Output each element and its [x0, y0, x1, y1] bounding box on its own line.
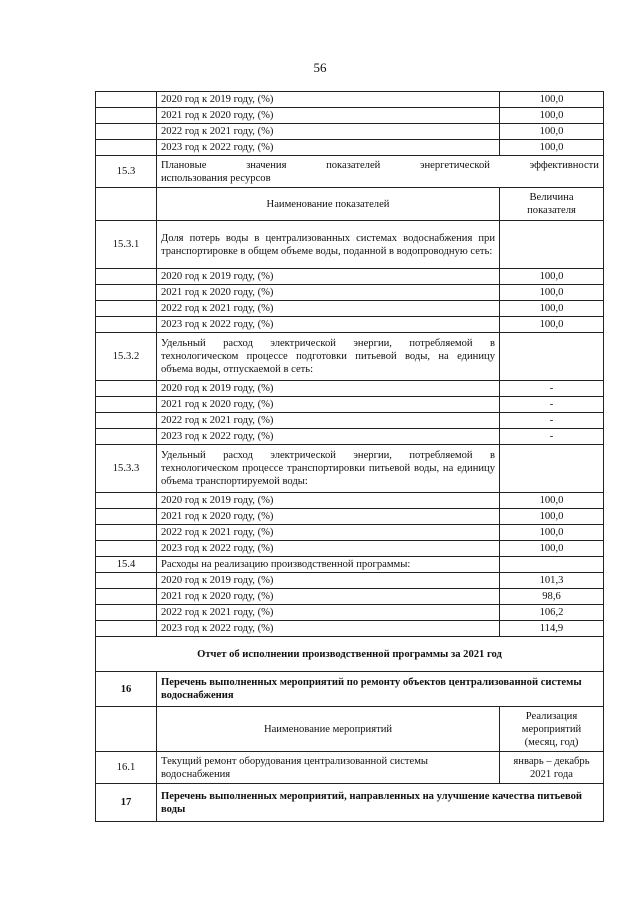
subsection-number: 15.3.2: [96, 333, 157, 381]
empty-value-cell: [500, 333, 604, 381]
indicator-value: 100,0: [500, 285, 604, 301]
subsection-number: 15.3.1: [96, 221, 157, 269]
indicator-value: 100,0: [500, 108, 604, 124]
indicator-label: 2022 год к 2021 году, (%): [157, 124, 500, 140]
number-cell: [96, 397, 157, 413]
indicator-label: 2022 год к 2021 году, (%): [157, 413, 500, 429]
indicator-value: 114,9: [500, 621, 604, 637]
empty-value-cell: [500, 557, 604, 573]
table-row: [96, 397, 604, 413]
indicator-value: -: [500, 413, 604, 429]
number-cell: [96, 124, 157, 140]
number-cell: [96, 285, 157, 301]
table-row: [96, 429, 604, 445]
subsection-text: Удельный расход электрической энергии, потребляемой в технологическом процессе подготовки питьевой воды, на единицу объема воды, отпускаемой в сеть:: [157, 333, 500, 381]
subsection-text: Расходы на реализацию производственной программы:: [157, 557, 500, 573]
table-row: [96, 493, 604, 509]
indicator-label: 2023 год к 2022 году, (%): [157, 140, 500, 156]
indicator-value: 100,0: [500, 301, 604, 317]
number-cell: [96, 413, 157, 429]
table-row: [96, 541, 604, 557]
table-row: [96, 285, 604, 301]
table-row: [96, 92, 604, 108]
table-row: [96, 589, 604, 605]
column-header-name: Наименование мероприятий: [157, 707, 500, 752]
implementation-period: январь – декабрь 2021 года: [500, 752, 604, 784]
column-header-row: [96, 188, 604, 221]
indicator-value: 100,0: [500, 317, 604, 333]
table-row: [96, 301, 604, 317]
number-cell: [96, 429, 157, 445]
section-header-row: [96, 672, 604, 707]
table-row: [96, 108, 604, 124]
subsection-text: Текущий ремонт оборудования централизованной системы водоснабжения: [157, 752, 500, 784]
indicator-value: 100,0: [500, 525, 604, 541]
document-table: [95, 91, 604, 822]
subsection-row: [96, 445, 604, 493]
indicator-value: -: [500, 397, 604, 413]
subsection-number: 16.1: [96, 752, 157, 784]
subsection-text: Доля потерь воды в централизованных системах водоснабжения при транспортировке в общем объеме воды, поданной в водопроводную сеть:: [157, 221, 500, 269]
indicator-value: 100,0: [500, 124, 604, 140]
indicator-value: 100,0: [500, 140, 604, 156]
indicator-label: 2021 год к 2020 году, (%): [157, 285, 500, 301]
table-row: [96, 413, 604, 429]
number-cell: [96, 108, 157, 124]
number-cell: [96, 317, 157, 333]
number-cell: [96, 605, 157, 621]
number-cell: [96, 707, 157, 752]
indicator-label: 2021 год к 2020 году, (%): [157, 509, 500, 525]
indicator-label: 2022 год к 2021 году, (%): [157, 605, 500, 621]
subsection-row: [96, 221, 604, 269]
section-title: Перечень выполненных мероприятий по ремонту объектов централизованной системы водоснабжения: [157, 672, 604, 707]
number-cell: [96, 509, 157, 525]
section-header-row: [96, 156, 604, 188]
number-cell: [96, 493, 157, 509]
table-row: [96, 140, 604, 156]
table-row: [96, 269, 604, 285]
indicator-value: 106,2: [500, 605, 604, 621]
column-header-row: [96, 707, 604, 752]
page-number: 56: [313, 60, 327, 75]
indicator-label: 2023 год к 2022 году, (%): [157, 621, 500, 637]
indicator-label: 2021 год к 2020 году, (%): [157, 589, 500, 605]
number-cell: [96, 621, 157, 637]
indicator-label: 2020 год к 2019 году, (%): [157, 493, 500, 509]
empty-value-cell: [500, 221, 604, 269]
number-cell: [96, 525, 157, 541]
indicator-label: 2020 год к 2019 году, (%): [157, 269, 500, 285]
number-cell: [96, 573, 157, 589]
indicator-value: 98,6: [500, 589, 604, 605]
indicator-label: 2021 год к 2020 году, (%): [157, 397, 500, 413]
number-cell: [96, 140, 157, 156]
section-header-row: [96, 784, 604, 822]
section-title: Плановые значения показателей энергетической эффективности использования ресурсов: [157, 156, 604, 188]
number-cell: [96, 541, 157, 557]
number-cell: [96, 269, 157, 285]
table-row: [96, 124, 604, 140]
indicator-value: 100,0: [500, 493, 604, 509]
empty-value-cell: [500, 445, 604, 493]
indicator-label: 2022 год к 2021 году, (%): [157, 301, 500, 317]
subsection-row: [96, 752, 604, 784]
indicator-value: 100,0: [500, 269, 604, 285]
subsection-row: [96, 557, 604, 573]
indicator-label: 2020 год к 2019 году, (%): [157, 92, 500, 108]
indicator-value: 101,3: [500, 573, 604, 589]
indicator-label: 2021 год к 2020 году, (%): [157, 108, 500, 124]
column-header-name: Наименование показателей: [157, 188, 500, 221]
table-row: [96, 621, 604, 637]
subsection-row: [96, 333, 604, 381]
section-number: 15.3: [96, 156, 157, 188]
number-cell: [96, 301, 157, 317]
number-cell: [96, 589, 157, 605]
table-row: [96, 381, 604, 397]
column-header-value: Реализация мероприятий (месяц, год): [500, 707, 604, 752]
section-number: 16: [96, 672, 157, 707]
indicator-label: 2020 год к 2019 году, (%): [157, 573, 500, 589]
indicator-value: 100,0: [500, 92, 604, 108]
indicator-value: 100,0: [500, 541, 604, 557]
report-title: Отчет об исполнении производственной программы за 2021 год: [96, 637, 604, 672]
indicator-label: 2023 год к 2022 году, (%): [157, 541, 500, 557]
table-row: [96, 317, 604, 333]
indicator-value: 100,0: [500, 509, 604, 525]
table-row: [96, 573, 604, 589]
subsection-text: Удельный расход электрической энергии, потребляемой в технологическом процессе транспортировки питьевой воды, на единицу объема транспортируемой воды:: [157, 445, 500, 493]
report-title-row: [96, 637, 604, 672]
table-row: [96, 525, 604, 541]
number-cell: [96, 92, 157, 108]
indicator-value: -: [500, 381, 604, 397]
number-cell: [96, 381, 157, 397]
table-row: [96, 605, 604, 621]
subsection-number: 15.4: [96, 557, 157, 573]
subsection-number: 15.3.3: [96, 445, 157, 493]
section-title: Перечень выполненных мероприятий, направленных на улучшение качества питьевой воды: [157, 784, 604, 822]
indicator-label: 2023 год к 2022 году, (%): [157, 429, 500, 445]
indicator-label: 2023 год к 2022 году, (%): [157, 317, 500, 333]
indicator-label: 2020 год к 2019 году, (%): [157, 381, 500, 397]
number-cell: [96, 188, 157, 221]
indicator-value: -: [500, 429, 604, 445]
indicator-label: 2022 год к 2021 году, (%): [157, 525, 500, 541]
table-row: [96, 509, 604, 525]
column-header-value: Величина показателя: [500, 188, 604, 221]
section-number: 17: [96, 784, 157, 822]
